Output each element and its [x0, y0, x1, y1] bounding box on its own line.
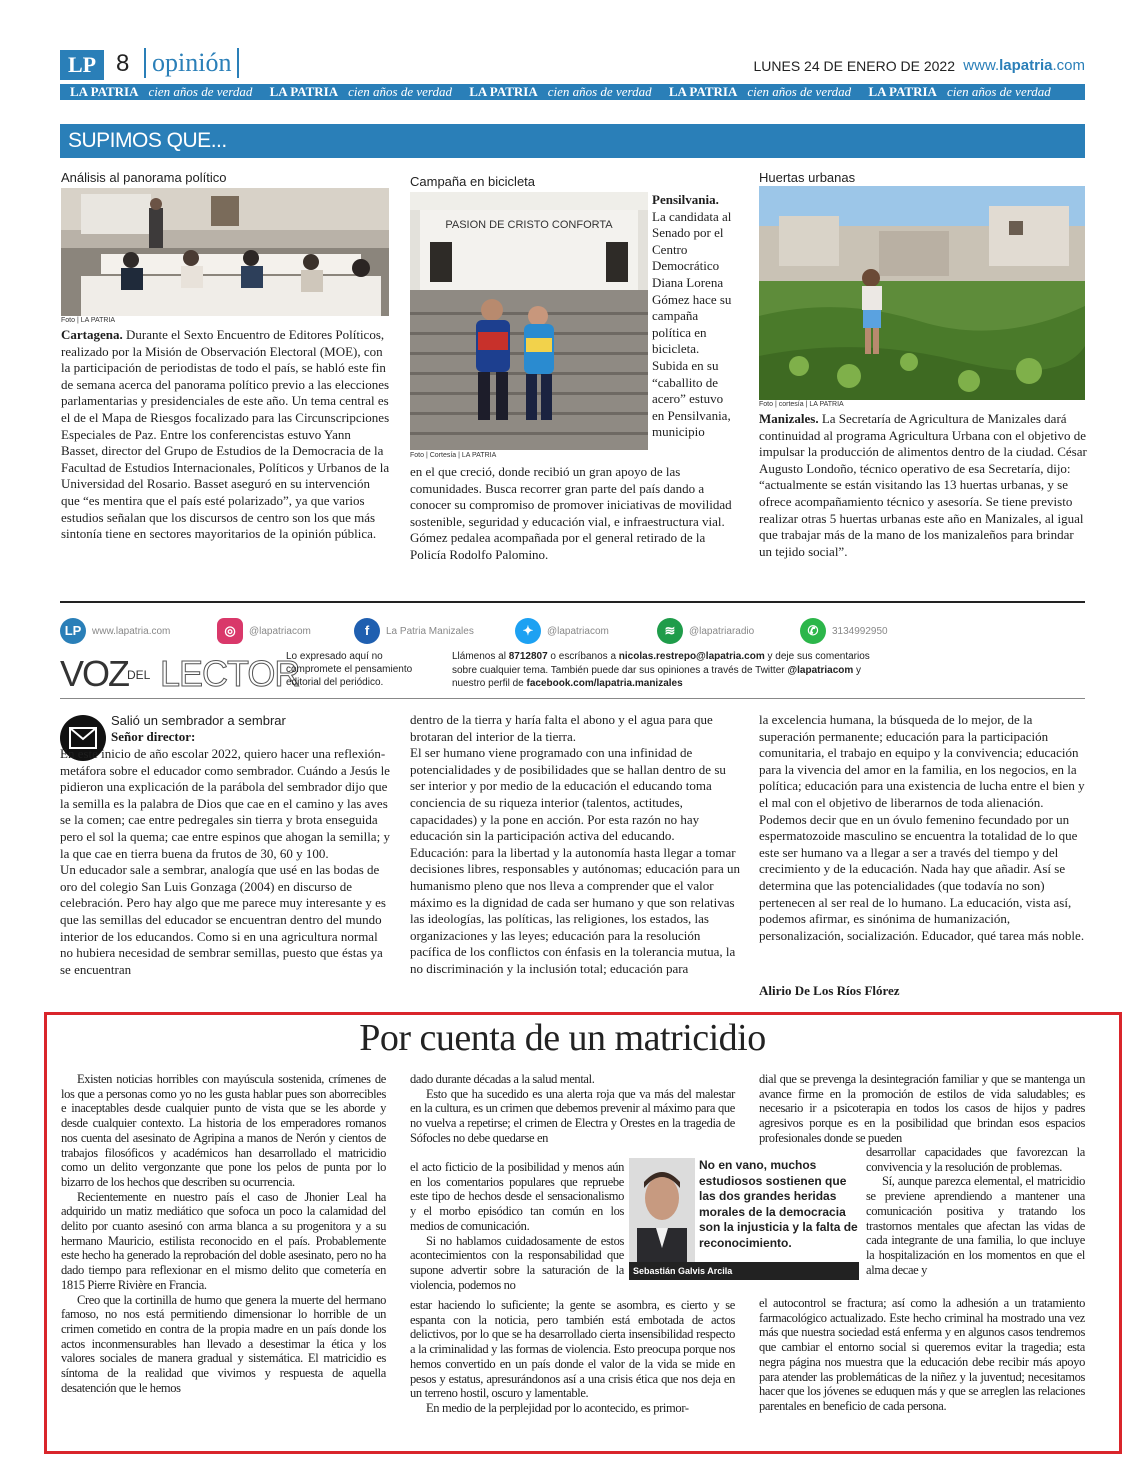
- banner-slogan: cien años de verdad: [148, 84, 253, 99]
- opinion-col2-bottom: estar haciendo lo suficiente; la gente se asombra, es cierto y se espanta con la noticia, pero también está embotada de actos delictivos, por lo que se ha desarrollado cierta insensibilidad respecto a la criminalidad y las formas de violencia. Esto preocupa porque nos hemos convertido en un país donde el valor de la vida se mide en pesos y estatus, apresurándonos así a una crisis ética que nos deja en un terreno hostil, oscuro y lamentable. En medio de la perplejidad por lo acontecido, es primor-: [410, 1298, 735, 1415]
- letter-signature: Alirio De Los Ríos Flórez: [759, 983, 900, 998]
- instagram-icon: ◎: [217, 618, 243, 644]
- issue-date: LUNES 24 DE ENERO DE 2022: [753, 58, 955, 74]
- col1-photo-credit: Foto | LA PATRIA: [61, 317, 116, 324]
- whatsapp-icon: ✆: [800, 618, 826, 644]
- col1-text: Durante el Sexto Encuentro de Editores Políticos, realizado por la Misión de Observación Electoral (MOE), con la participación de periodistas de todo el país, se habló este fin de semana acerca del panorama político previo a las elecciones parlamentarias y presidenciales de este año. Un tema central es el de el Mapa de Riesgos focalizado para las Circunscripciones Especiales de Paz. Entre los conferencistas estuvo Yann Basset, director del Grupo de Estudios de la Democracia de la Facultad de Estudios Internacionales, Políticos y Urbanos de la Universidad del Rosario. Basset aseguró en su intervención que “es mentira que el país esté polarizado”, ya que varios estudios señalan que los discursos de centro son los que más sintonía tiene en sectores mayoritarios de la opinión pública.: [61, 327, 390, 542]
- cyclists-photo: [410, 192, 648, 450]
- voz-divider: [60, 698, 1085, 699]
- social-web[interactable]: LP www.lapatria.com: [60, 618, 170, 646]
- lp-web-icon: LP: [60, 618, 86, 644]
- letter-col1: En este inicio de año escolar 2022, quiero hacer una reflexión- metáfora sobre el educador como sembrador. Cuándo a Jesús le pidieron una explicación de la parábola del sembrador dijo que la semilla es la palabra de Dios que cae en el camino y las aves se la comen; cae entre pedregales sin tierra y brota enseguida pero el sol la quema; cae entre espinos que ahogan la semilla; y la que cae en tierra buena da frutos de 30, 60 y 100. Un educador sale a sembrar, analogía que usé en las bodas de oro del colegio San Luis Gonzaga (2004) en discurso de celebración. Pero hay algo que me parece muy interesante y es que las semillas del educador se encuentran dentro del mundo interior de los educandos. Como si en una agricultura normal no hubiera necesidad de sembrar semillas, puesto que éstas ya se encuentran: [60, 746, 390, 977]
- col1-article: [61, 327, 391, 543]
- col1-lead: Cartagena.: [61, 327, 123, 342]
- opinion-title: Por cuenta de un matricidio: [359, 1017, 766, 1059]
- contact-phone[interactable]: 8712807: [508, 651, 548, 662]
- facebook-icon: f: [354, 618, 380, 644]
- col2-lead: Pensilvania.: [652, 192, 719, 207]
- conference-photo: [61, 188, 389, 316]
- letter-title: Salió un sembrador a sembrar: [111, 713, 286, 728]
- opinion-col2-side: el acto ficticio de la posibilidad y menos aún en los comentarios populares que repruebe este tipo de hechos desde el sensacionalismo y el morbo episódico tan común en los medios de comunicación. Si no hablamos cuidadosamente de estos acontecimientos con la responsabilidad que supone advertir sobre la saturación de la violencia, podemos no: [410, 1160, 624, 1292]
- letter-col2: dentro de la tierra y haría falta el abono y el agua para que brotaran del interior de la tierra. El ser humano viene programado con una infinidad de potencialidades y de posibilidades que se hallan dentro de su ser interior y por medio de la educación el educando toma conciencia de su riqueza interior (talentos, actitudes, capacidades) y la pone en acción. Por esta razón no hay educación sin la participación activa del educando. Educación: para la libertad y la autonomía hasta llegar a tomar decisiones libres, responsables y autónomas; educación para un humanismo pleno que nos lleva a comprender que el valor máximo es la dignidad de cada ser humano y que son relativas las ideologías, las políticas, las religiones, los estados, las organizaciones y las leyes; educación para la resolución pacífica de los conflictos con énfasis en la tolerancia mutua, la no discriminación y la inclusión total; educación para: [410, 712, 740, 976]
- col2-side-text: Pensilvania. La candidata al Senado por el Centro Democrático Diana Lorena Gómez hace su campaña política en bicicleta. Subida en su “caballito de acero” estuvo en Pensilvania, municipio: [652, 192, 732, 440]
- church-sign-text: PASION DE CRISTO CONFORTA: [445, 219, 613, 231]
- col2-bottom-text: en el que creció, donde recibió un gran apoyo de las comunidades. Busca recorrer gran parte del país dando a conocer su compromiso de promover iniciativas de movilidad sostenible, seguridad y educación vial, e infraestructura vial. Gómez pedalea acompañada por el general retirado de la Policía Rodolfo Palomino.: [410, 464, 732, 562]
- banner-brand-repeat: LA PATRIA: [469, 84, 538, 99]
- opinion-col2-top: dado durante décadas a la salud mental. Esto que ha sucedido es una alerta roja que va más del malestar en la cultura, es un crimen que debemos prevenir al máximo para que no vuelva a repetirse; el crimen de Electra y Orestes en la tragedia de Sófocles no debe quedarse en: [410, 1072, 735, 1145]
- col3-title: Huertas urbanas: [759, 170, 856, 185]
- col2-photo-credit: Foto | Cortesía | LA PATRIA: [410, 452, 497, 459]
- site-url[interactable]: www.lapatria.com: [963, 57, 1085, 74]
- opinion-col3-side: desarrollar capacidades que favorezcan la convivencia y la resolución de problemas. Sí, aunque parezca elemental, el matricidio se previene aprendiendo a mantener una comunicación positiva y tratando los trastornos mentales que afectan las vidas de cada integrante de una familia, lo que incluye la hospitalización en los momentos en que el alma decae y: [866, 1145, 1085, 1277]
- banner-brand: LA PATRIA: [70, 84, 139, 99]
- section-divider: [60, 601, 1085, 603]
- banner-slogan-repeat: cien años de verdad: [348, 84, 452, 99]
- urban-garden-photo: [759, 186, 1085, 400]
- opinion-col3-top: dial que se prevenga la desintegración familiar y que se mantenga un avance firme en la promoción de estilos de vida saludables; es necesario ir a psicoterapia en todos los casos de hijos y padres agresivos porque es en la posibilidad que brindan esos espacios profesionales donde se pueden: [759, 1072, 1085, 1145]
- banner-slogan-repeat: cien años de verdad: [747, 84, 852, 99]
- masthead: [60, 48, 1085, 84]
- opinion-pullquote: No en vano, muchos estudiosos sostienen que las dos grandes heridas morales de la democracia son la injusticia y la falta de reconocimiento.: [699, 1158, 858, 1250]
- contact-email[interactable]: nicolas.restrepo@lapatria.com: [618, 651, 765, 662]
- social-instagram[interactable]: ◎ @lapatriacom: [217, 618, 311, 646]
- letter-col3: la excelencia humana, la búsqueda de lo mejor, de la superación permanente; educación para la participación comunitaria, el trabajo en equipo y la convivencia; educación para la vivencia del amor en la familia, en los negocios, en la política; educación para una existencia de lucha entre el bien y el mal con el objetivo de liberarnos de toda alienación. Podemos decir que en un óvulo femenino fecundado por un espermatozoide masculino se encuentra la totalidad de lo que este ser humano va a llegar a ser a través del tiempo y del crecimiento y de la educación. Nada hay que añadir. Así se determina que las potencialidades (que todavía no son) pertenecen al ser real de lo humano. La educación, vista así, podemos afirmar, es sinónima de humanización, personalización, socialización. Educador, qué tarea más noble.: [759, 712, 1085, 943]
- social-whatsapp[interactable]: ✆ 3134992950: [800, 618, 888, 646]
- banner-slogan-repeat: cien años de verdad: [547, 84, 652, 99]
- col3-article: [759, 411, 1087, 560]
- col2-title: Campaña en bicicleta: [410, 174, 536, 189]
- voz-contact-info: Llámenos al 8712807 o escríbanos a nicolas.restrepo@lapatria.com y deje sus comentarios sobre cualquier tema. También puede dar sus opiniones a través de Twitter @lapatriacom y nuestro perfil de facebook.com/lapatria.manizales: [452, 651, 870, 689]
- banner-brand-repeat: LA PATRIA: [868, 84, 937, 99]
- contact-twitter[interactable]: @lapatriacom: [787, 664, 854, 676]
- section-header-supimos: SUPIMOS QUE...: [60, 124, 1085, 158]
- lp-logo: LP: [60, 50, 104, 80]
- opinion-col1: Existen noticias horribles con mayúscula sostenida, crímenes de los que a personas como yo no les gusta hablar pues son aborrecibles e inaceptables desde cualquier punto de vista que se les aborde y desde cualquier contexto. La historia de los emperadores romanos nos cuenta del asesinato de Agripina a manos de Nerón y cientos de trabajos filosóficos y académicos han desarrollado el matricidio como un delito vergonzante que pone los pelos de punta por lo bizarro de los hechos que describen su ocurrencia. Recientemente en nuestro país el caso de Jhonier Leal ha adquirido un matiz mediático que sofoca un poco la calamidad del delito por cuanto asesinó con arma blanca a su progenitora y a su hermano Mauricio, estilista reconocido en el país. Probablemente este hecho ha generado la reprobación del doble asesinato, pero no ha dado tiempo para reflexionar en el mismo delito que cometería en 1815 Pierre Rivière en Francia. Creo que la cortinilla de humo que genera la muerte del hermano famoso, no nos está permitiendo dimensionar lo horrible de un crimen cometido en contra de la propia madre en un país donde los actos inconmensurables han llevado a desestimar la ética y los valores sociales de manera gradual y sistemática. El matricidio es síntoma de la realidad que vivimos y respuesta de aquella desatención que le hemos: [61, 1072, 386, 1395]
- author-name: Sebastián Galvis Arcila: [629, 1262, 859, 1280]
- letter-salutation: Señor director:: [111, 729, 196, 744]
- opinion-col3-bottom: el autocontrol se fractura; así como la adhesión a un tratamiento farmacológico actualizado. Este hecho criminal ha mostrado una vez más que nuestra sociedad está enferma y en algunos casos tendremos que cambiar el entorno social si queremos evitar la tragedia; esta negra página nos muestra que la educación debe recibir más apoyo para atender las problemáticas de la niñez y la juventud; necesitamos hacer que los jóvenes se eduquen más y que se arreglen las relaciones parentales en beneficio de cada persona.: [759, 1296, 1085, 1413]
- col3-text: La Secretaría de Agricultura de Manizales dará continuidad al programa Agricultura Urbana con el objetivo de impulsar la producción de alimentos dentro de la ciudad. César Augusto Londoño, técnico operativo de esa Secretaría, dijo: “actualmente se están visitando las 13 huertas urbanas, y se ofrece acompañamiento técnico y asesoría. Se tiene previsto realizar otras 5 huertas urbanas este año en Manizales, al igual que trabajar más de la mano de los manizaleños para brindar un tejido social”.: [759, 411, 1087, 559]
- twitter-icon: ✦: [515, 618, 541, 644]
- col1-title: Análisis al panorama político: [61, 170, 227, 185]
- section-name: opinión: [144, 48, 239, 78]
- social-facebook[interactable]: f La Patria Manizales: [354, 618, 474, 646]
- spotify-icon: ≋: [657, 618, 683, 644]
- brand-banner-strip: [60, 84, 1085, 100]
- col3-lead: Manizales.: [759, 411, 819, 426]
- social-spotify[interactable]: ≋ @lapatriaradio: [657, 618, 754, 646]
- banner-brand-repeat: LA PATRIA: [668, 84, 738, 99]
- contact-facebook[interactable]: facebook.com/lapatria.manizales: [526, 678, 683, 689]
- voz-disclaimer: Lo expresado aquí no compromete el pensamiento editorial del periódico.: [286, 651, 413, 688]
- page-number: 8: [116, 50, 130, 77]
- social-twitter[interactable]: ✦ @lapatriacom: [515, 618, 609, 646]
- banner-brand-repeat: LA PATRIA: [269, 84, 339, 99]
- author-photo: [629, 1158, 695, 1262]
- col3-photo-credit: Foto | cortesía | LA PATRIA: [759, 401, 844, 408]
- banner-slogan-repeat: cien años de verdad: [946, 84, 1051, 99]
